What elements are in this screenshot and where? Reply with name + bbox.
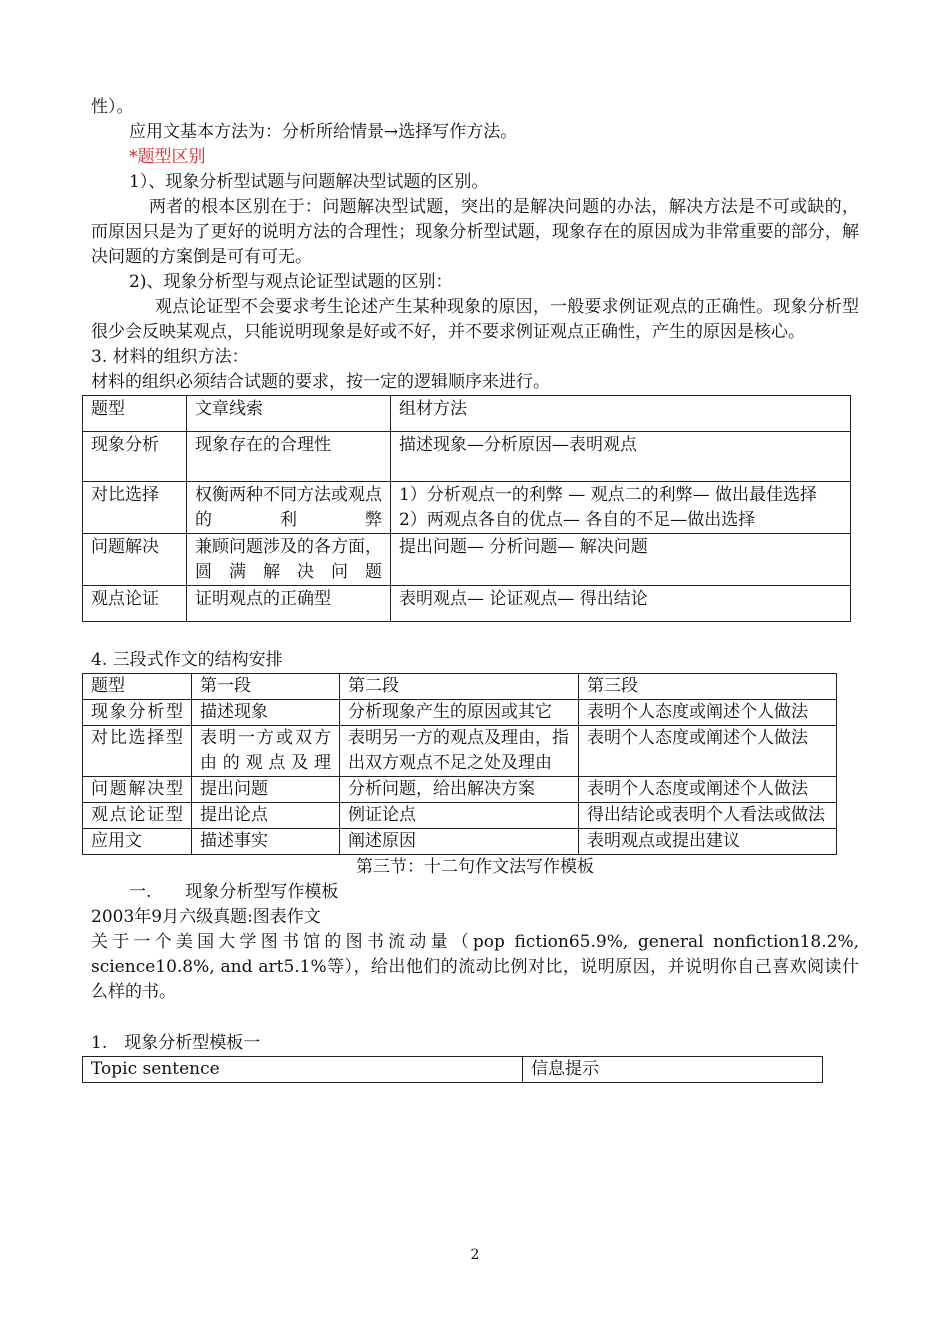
table-header-cell: 文章线索: [187, 396, 391, 432]
table-cell: 表明个人态度或阐述个人做法: [579, 700, 837, 726]
table-cell: 现象分析型: [83, 700, 192, 726]
paragraph: 观点论证型不会要求考生论述产生某种现象的原因，一般要求例证观点的正确性。现象分析型很少会反映某观点，只能说明现象是好或不好，并不要求例证观点正确性，产生的原因是核心。: [91, 297, 859, 342]
table-row: [83, 586, 851, 622]
table-cell: 问题解决: [83, 534, 187, 586]
table-header-row: [83, 396, 851, 432]
table-row: [83, 700, 837, 726]
table-cell: [391, 482, 851, 534]
section-heading: 4. 三段式作文的结构安排: [91, 650, 283, 670]
table-cell: 兼顾问题涉及的各方面，圆满解决问题: [187, 534, 391, 586]
paragraph: 关于一个美国大学图书馆的图书流动量（pop fiction65.9%, general nonfiction18.2%, science10.8%, and art5.1%等），给出他们的流动比例对比，说明原因，并说明你自己喜欢阅读什么样的书。: [91, 932, 859, 1002]
table-cell: 信息提示: [523, 1057, 823, 1083]
table-cell: 阐述原因: [340, 829, 579, 855]
template-table: [82, 1056, 823, 1083]
table-header-cell: 组材方法: [391, 396, 851, 432]
table-row: [83, 482, 851, 534]
text-line: 2)、现象分析型与观点论证型试题的区别：: [129, 272, 453, 292]
cell-line: 2）两观点各自的优点— 各自的不足—做出选择: [399, 510, 756, 530]
table-cell: 对比选择型: [83, 726, 192, 777]
text-line: 性）。: [91, 97, 134, 117]
table-row: [83, 829, 837, 855]
table-cell: 表明另一方的观点及理由，指出双方观点不足之处及理由: [340, 726, 579, 777]
table-cell: 分析现象产生的原因或其它: [340, 700, 579, 726]
table-header-cell: 第三段: [579, 674, 837, 700]
table-row: [83, 432, 851, 482]
table-row: [83, 1057, 823, 1083]
section-title: 第三节：十二句作文法写作模板: [356, 857, 594, 877]
text-line: 1）、现象分析型试题与问题解决型试题的区别。: [129, 172, 489, 192]
paragraph: 两者的根本区别在于：问题解决型试题，突出的是解决问题的办法，解决方法是不可或缺的，而原因只是为了更好的说明方法的合理性；现象分析型试题，现象存在的原因成为非常重要的部分，解决问题的方案倒是可有可无。: [91, 197, 859, 267]
table-cell: 问题解决型: [83, 777, 192, 803]
table-cell: 提出论点: [192, 803, 340, 829]
table-cell: 表明一方或双方由的观点及理: [192, 726, 340, 777]
table-cell: 提出问题: [192, 777, 340, 803]
table-cell: Topic sentence: [83, 1057, 523, 1083]
table-header-cell: 第一段: [192, 674, 340, 700]
table-row: [83, 726, 837, 777]
section-heading: 3. 材料的组织方法：: [91, 347, 249, 367]
table-cell: 提出问题— 分析问题— 解决问题: [391, 534, 851, 586]
cell-line: 1）分析观点一的利弊 — 观点二的利弊— 做出最佳选择: [399, 485, 818, 505]
table-cell: 应用文: [83, 829, 192, 855]
table-header-cell: 题型: [83, 674, 192, 700]
table-cell: 现象分析: [83, 432, 187, 482]
table-cell: 描述事实: [192, 829, 340, 855]
structure-table: [82, 673, 837, 855]
table-cell: 分析问题，给出解决方案: [340, 777, 579, 803]
table-cell: 表明观点或提出建议: [579, 829, 837, 855]
table-cell: 表明观点— 论证观点— 得出结论: [391, 586, 851, 622]
table-cell: 权衡两种不同方法或观点的利弊: [187, 482, 391, 534]
table-header-row: [83, 674, 837, 700]
subsection-heading: 1. 现象分析型模板一: [91, 1033, 261, 1053]
table-cell: 现象存在的合理性: [187, 432, 391, 482]
table-header-cell: 题型: [83, 396, 187, 432]
table-cell: 证明观点的正确型: [187, 586, 391, 622]
table-cell: 描述现象: [192, 700, 340, 726]
page-number: 2: [470, 1247, 480, 1263]
section-heading: *题型区别: [129, 147, 206, 167]
table-cell: 观点论证: [83, 586, 187, 622]
table-cell: 得出结论或表明个人看法或做法: [579, 803, 837, 829]
text-line: 材料的组织必须结合试题的要求，按一定的逻辑顺序来进行。: [91, 372, 550, 392]
table-row: [83, 534, 851, 586]
table-row: [83, 777, 837, 803]
subsection-heading: 一. 现象分析型写作模板: [129, 882, 339, 902]
table-header-cell: 第二段: [340, 674, 579, 700]
organization-table: [82, 395, 851, 622]
table-cell: 表明个人态度或阐述个人做法: [579, 726, 837, 777]
text-line: 应用文基本方法为：分析所给情景→选择写作方法。: [129, 122, 518, 142]
table-cell: 描述现象—分析原因—表明观点: [391, 432, 851, 482]
text-line: 2003年9月六级真题:图表作文: [91, 907, 321, 927]
table-cell: 对比选择: [83, 482, 187, 534]
table-row: [83, 803, 837, 829]
table-cell: 观点论证型: [83, 803, 192, 829]
document-page: [91, 95, 859, 1083]
table-cell: 表明个人态度或阐述个人做法: [579, 777, 837, 803]
table-cell: 例证论点: [340, 803, 579, 829]
